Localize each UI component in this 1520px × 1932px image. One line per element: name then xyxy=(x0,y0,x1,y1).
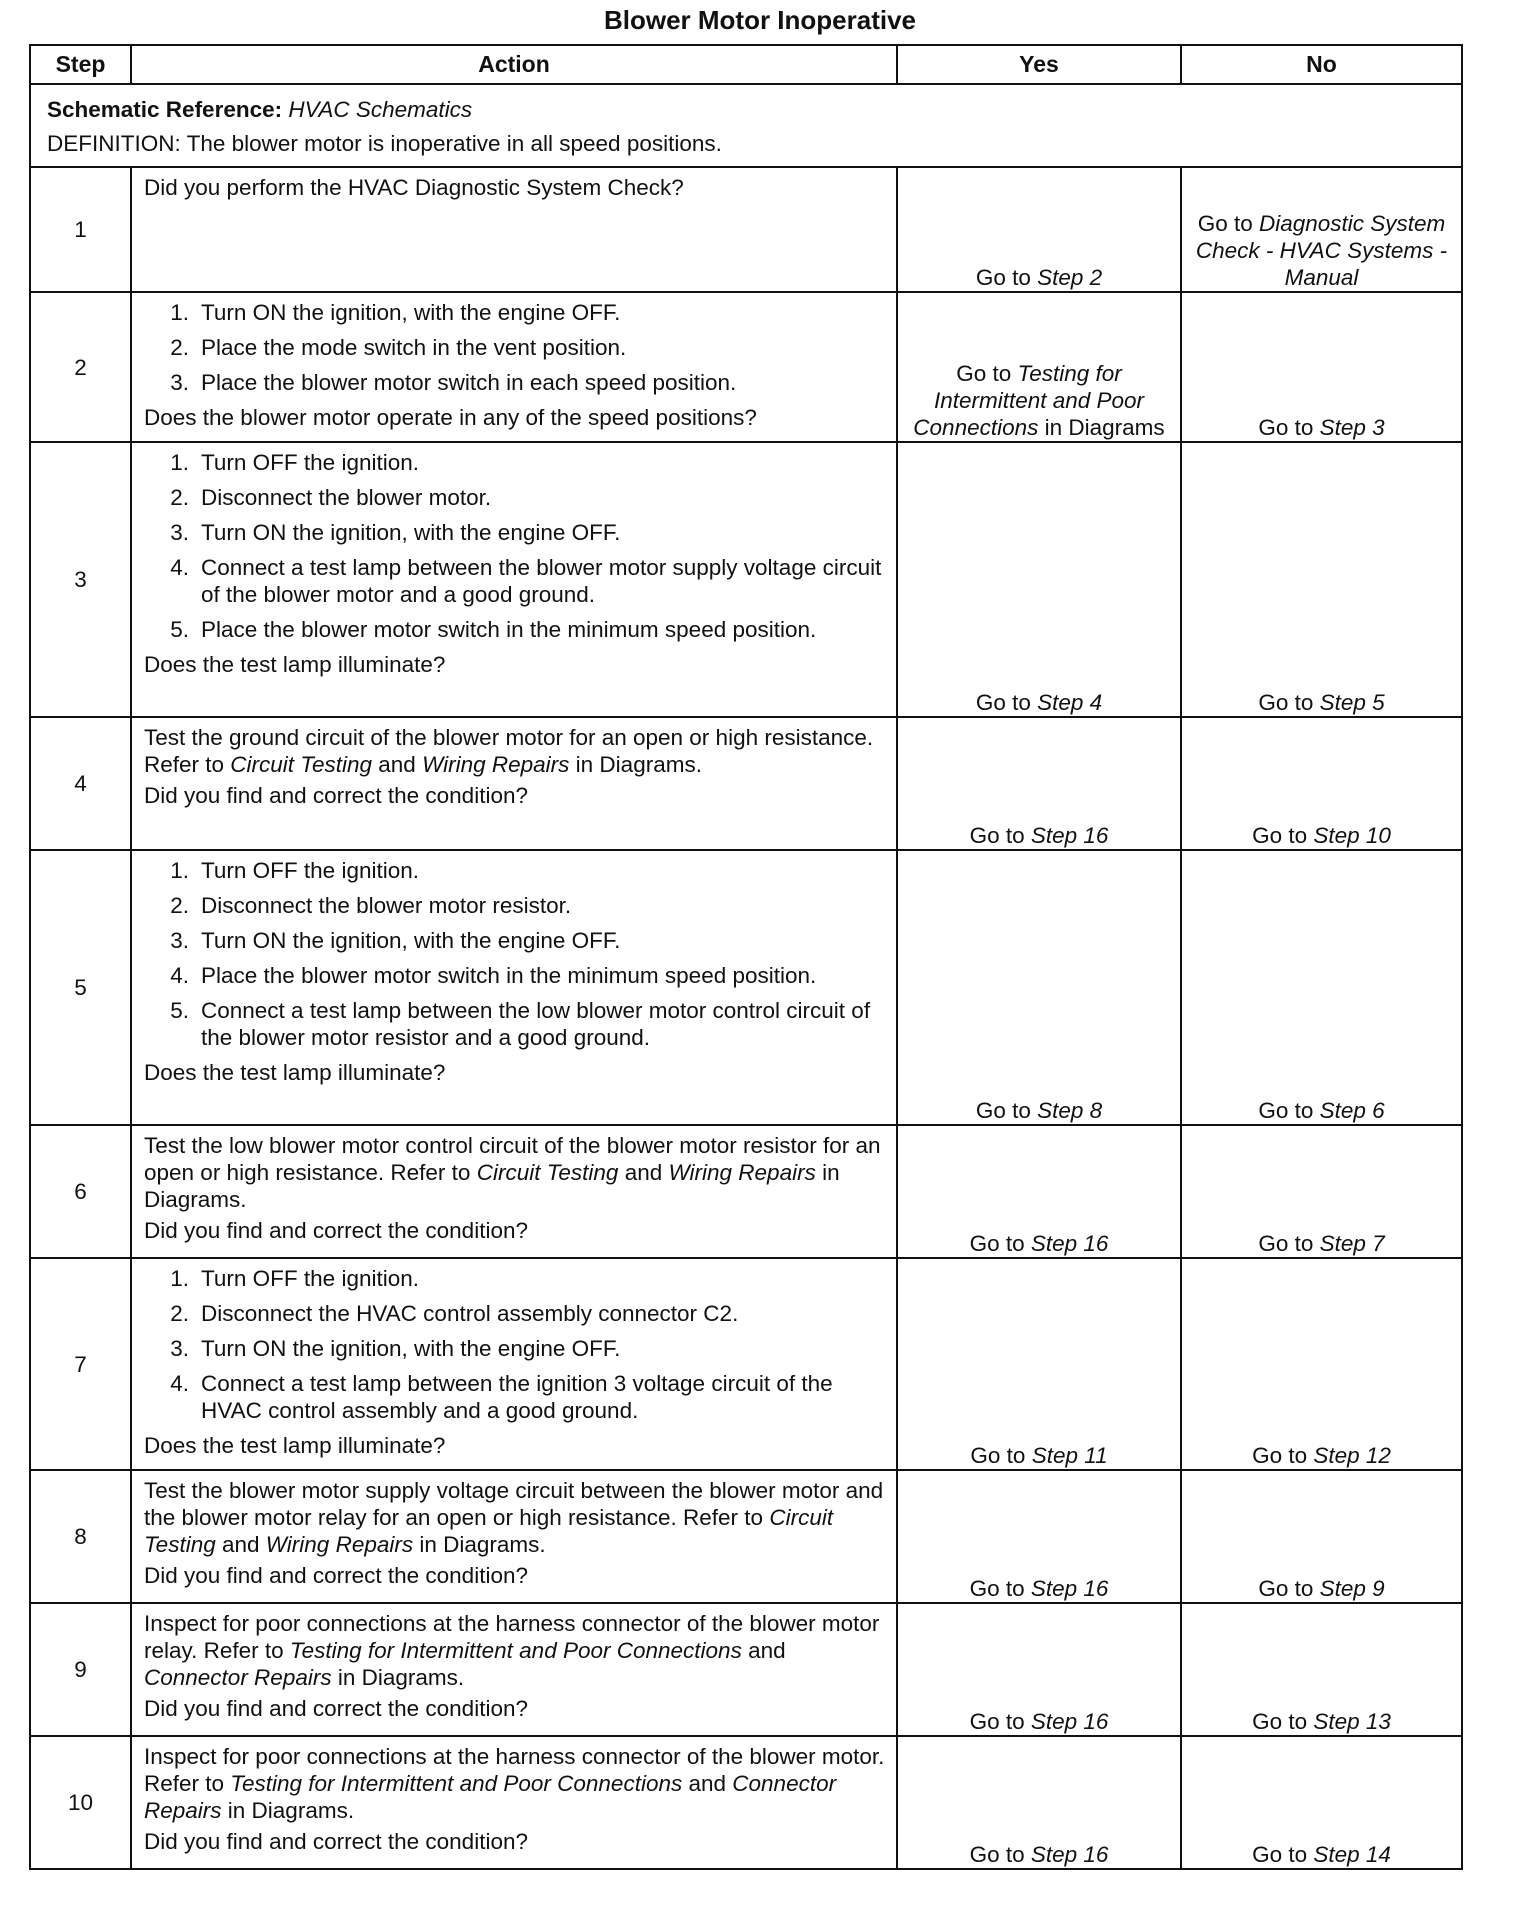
list-item: 2. Disconnect the blower motor. xyxy=(170,485,492,510)
no-cell xyxy=(1181,167,1462,292)
table-row xyxy=(30,1258,1462,1470)
header-action: Action xyxy=(131,45,897,84)
yes-cell xyxy=(897,1125,1181,1258)
action-cell xyxy=(131,1125,897,1258)
no-prefix: Go to xyxy=(1252,823,1314,848)
list-item: 1. Turn OFF the ignition. xyxy=(170,858,420,883)
question-text: Did you perform the HVAC Diagnostic System Check? xyxy=(144,175,684,200)
action-cell xyxy=(131,442,897,717)
question-text: Does the test lamp illuminate? xyxy=(144,1060,446,1085)
yes-cell xyxy=(897,717,1181,850)
yes-link[interactable]: Testing for Intermittent and Poor Connections xyxy=(913,361,1145,440)
circuit-testing-link[interactable]: Circuit Testing xyxy=(144,1505,834,1557)
instruction-list xyxy=(144,299,886,396)
question-text: Did you find and correct the condition? xyxy=(144,1829,528,1854)
step-number: 4 xyxy=(30,717,131,850)
step-number: 7 xyxy=(30,1258,131,1470)
list-item: 3. Turn ON the ignition, with the engine OFF. xyxy=(170,1336,621,1361)
no-cell xyxy=(1181,1603,1462,1736)
no-cell xyxy=(1181,850,1462,1125)
header-yes: Yes xyxy=(897,45,1181,84)
no-link[interactable]: Diagnostic System Check - HVAC Systems - Manual xyxy=(1195,211,1448,290)
step-number: 2 xyxy=(30,292,131,442)
list-item: 3. Place the blower motor switch in each speed position. xyxy=(170,370,737,395)
yes-link[interactable]: Step 8 xyxy=(1037,1098,1103,1123)
list-item: 5. Place the blower motor switch in the minimum speed position. xyxy=(170,617,817,642)
no-prefix: Go to xyxy=(1258,1231,1320,1256)
no-link[interactable]: Step 9 xyxy=(1319,1576,1385,1601)
no-link[interactable]: Step 6 xyxy=(1319,1098,1385,1123)
list-item: 4. Connect a test lamp between the blower motor supply voltage circuit of the blower motor and a good ground. xyxy=(170,555,882,607)
list-item: 1. Turn ON the ignition, with the engine OFF. xyxy=(170,300,621,325)
schematic-reference-label: Schematic Reference: xyxy=(47,97,283,122)
schematic-row xyxy=(30,84,1462,167)
table-row xyxy=(30,1603,1462,1736)
list-item: 3. Turn ON the ignition, with the engine OFF. xyxy=(170,520,621,545)
step-number: 10 xyxy=(30,1736,131,1869)
instruction-text: Test the blower motor supply voltage circuit between the blower motor and the blower motor relay for an open or high resistance. Refer to Circuit Testing and Wiring Repairs in Diagrams. xyxy=(144,1478,884,1557)
action-cell xyxy=(131,850,897,1125)
question-text: Did you find and correct the condition? xyxy=(144,1218,528,1243)
list-item: 2. Disconnect the blower motor resistor. xyxy=(170,893,572,918)
wiring-repairs-link[interactable]: Wiring Repairs xyxy=(668,1160,816,1185)
wiring-repairs-link[interactable]: Wiring Repairs xyxy=(422,752,570,777)
yes-cell xyxy=(897,442,1181,717)
action-cell xyxy=(131,167,897,292)
no-link[interactable]: Step 5 xyxy=(1319,690,1385,715)
yes-link[interactable]: Step 16 xyxy=(1030,823,1109,848)
question-text: Did you find and correct the condition? xyxy=(144,783,528,808)
action-cell xyxy=(131,1258,897,1470)
table-row xyxy=(30,1470,1462,1603)
action-cell xyxy=(131,1603,897,1736)
no-link[interactable]: Step 13 xyxy=(1313,1709,1391,1734)
no-cell xyxy=(1181,717,1462,850)
header-no: No xyxy=(1181,45,1462,84)
intermittent-connections-link[interactable]: Testing for Intermittent and Poor Connections xyxy=(230,1771,683,1796)
no-cell xyxy=(1181,292,1462,442)
header-step: Step xyxy=(30,45,131,84)
list-item: 5. Connect a test lamp between the low blower motor control circuit of the blower motor resistor and a good ground. xyxy=(170,998,871,1050)
no-link[interactable]: Step 10 xyxy=(1313,823,1391,848)
diagnostic-table xyxy=(29,44,1463,1870)
yes-suffix: in Diagrams xyxy=(1038,415,1165,440)
yes-link[interactable]: Step 2 xyxy=(1037,265,1103,290)
instruction-list xyxy=(144,1265,886,1424)
table-row xyxy=(30,717,1462,850)
step-number: 3 xyxy=(30,442,131,717)
yes-cell xyxy=(897,167,1181,292)
action-cell xyxy=(131,717,897,850)
no-link[interactable]: Step 3 xyxy=(1319,415,1385,440)
no-cell xyxy=(1181,1470,1462,1603)
yes-prefix: Go to xyxy=(969,1231,1031,1256)
no-prefix: Go to xyxy=(1258,1098,1320,1123)
instruction-list xyxy=(144,449,886,643)
no-prefix: Go to xyxy=(1197,211,1259,236)
list-item: 4. Connect a test lamp between the ignition 3 voltage circuit of the HVAC control assembly and a good ground. xyxy=(170,1371,833,1423)
action-cell xyxy=(131,1470,897,1603)
connector-repairs-link[interactable]: Connector Repairs xyxy=(144,1771,837,1823)
table-row xyxy=(30,292,1462,442)
instruction-text: Test the ground circuit of the blower motor for an open or high resistance. Refer to Circuit Testing and Wiring Repairs in Diagrams. xyxy=(144,725,874,777)
yes-prefix: Go to xyxy=(969,823,1031,848)
list-item: 1. Turn OFF the ignition. xyxy=(170,450,420,475)
step-number: 9 xyxy=(30,1603,131,1736)
yes-link[interactable]: Step 16 xyxy=(1030,1576,1109,1601)
yes-cell xyxy=(897,1470,1181,1603)
step-number: 6 xyxy=(30,1125,131,1258)
instruction-text: Test the low blower motor control circuit of the blower motor resistor for an open or high resistance. Refer to Circuit Testing and Wiring Repairs in Diagrams. xyxy=(144,1133,881,1212)
question-text: Does the test lamp illuminate? xyxy=(144,652,446,677)
list-item: 3. Turn ON the ignition, with the engine OFF. xyxy=(170,928,621,953)
action-cell xyxy=(131,1736,897,1869)
action-cell xyxy=(131,292,897,442)
table-row xyxy=(30,1736,1462,1869)
instruction-list xyxy=(144,857,886,1051)
yes-link[interactable]: Step 11 xyxy=(1031,1443,1108,1468)
question-text: Does the test lamp illuminate? xyxy=(144,1433,446,1458)
table-row xyxy=(30,442,1462,717)
circuit-testing-link[interactable]: Circuit Testing xyxy=(230,752,373,777)
no-prefix: Go to xyxy=(1258,1576,1320,1601)
no-cell xyxy=(1181,1258,1462,1470)
instruction-text: Inspect for poor connections at the harness connector of the blower motor relay. Refer to Testing for Intermittent and Poor Connections and Connector Repairs in Diagrams. xyxy=(144,1611,880,1690)
yes-link[interactable]: Step 16 xyxy=(1030,1231,1109,1256)
question-text: Did you find and correct the condition? xyxy=(144,1563,528,1588)
step-number: 5 xyxy=(30,850,131,1125)
no-link[interactable]: Step 14 xyxy=(1313,1842,1391,1867)
step-number: 8 xyxy=(30,1470,131,1603)
schematic-reference-cell xyxy=(30,84,1462,167)
list-item: 2. Place the mode switch in the vent position. xyxy=(170,335,627,360)
no-link[interactable]: Step 12 xyxy=(1313,1443,1391,1468)
yes-prefix: Go to xyxy=(956,361,1018,386)
no-link[interactable]: Step 7 xyxy=(1319,1231,1385,1256)
instruction-text: Inspect for poor connections at the harness connector of the blower motor. Refer to Testing for Intermittent and Poor Connections and Connector Repairs in Diagrams. xyxy=(144,1744,885,1823)
question-text: Does the blower motor operate in any of the speed positions? xyxy=(144,405,757,430)
no-prefix: Go to xyxy=(1258,415,1320,440)
yes-cell xyxy=(897,1258,1181,1470)
list-item: 1. Turn OFF the ignition. xyxy=(170,1266,420,1291)
table-row xyxy=(30,850,1462,1125)
yes-cell xyxy=(897,1603,1181,1736)
no-cell xyxy=(1181,1736,1462,1869)
definition-text: DEFINITION: The blower motor is inoperative in all speed positions. xyxy=(47,131,722,156)
header-row xyxy=(30,45,1462,84)
question-text: Did you find and correct the condition? xyxy=(144,1696,528,1721)
yes-prefix: Go to xyxy=(975,690,1038,715)
connector-repairs-link[interactable]: Connector Repairs xyxy=(144,1665,332,1690)
yes-link[interactable]: Step 4 xyxy=(1037,690,1103,715)
step-number: 1 xyxy=(30,167,131,292)
yes-prefix: Go to xyxy=(969,1576,1031,1601)
no-cell xyxy=(1181,442,1462,717)
table-row xyxy=(30,167,1462,292)
yes-cell xyxy=(897,850,1181,1125)
no-prefix: Go to xyxy=(1258,690,1320,715)
no-prefix: Go to xyxy=(1252,1443,1314,1468)
list-item: 4. Place the blower motor switch in the minimum speed position. xyxy=(170,963,817,988)
yes-prefix: Go to xyxy=(975,265,1038,290)
wiring-repairs-link[interactable]: Wiring Repairs xyxy=(265,1532,414,1557)
yes-prefix: Go to xyxy=(969,1709,1031,1734)
page-title: Blower Motor Inoperative xyxy=(603,5,917,35)
yes-cell xyxy=(897,292,1181,442)
no-cell xyxy=(1181,1125,1462,1258)
list-item: 2. Disconnect the HVAC control assembly connector C2. xyxy=(170,1301,739,1326)
yes-prefix: Go to xyxy=(969,1842,1031,1867)
table-row xyxy=(30,1125,1462,1258)
schematic-reference-link[interactable]: HVAC Schematics xyxy=(288,97,473,122)
no-prefix: Go to xyxy=(1252,1842,1314,1867)
yes-prefix: Go to xyxy=(975,1098,1038,1123)
intermittent-connections-link[interactable]: Testing for Intermittent and Poor Connections xyxy=(289,1638,742,1663)
yes-cell xyxy=(897,1736,1181,1869)
no-prefix: Go to xyxy=(1252,1709,1314,1734)
yes-link[interactable]: Step 16 xyxy=(1030,1842,1109,1867)
yes-link[interactable]: Step 16 xyxy=(1030,1709,1109,1734)
yes-prefix: Go to xyxy=(970,1443,1032,1468)
circuit-testing-link[interactable]: Circuit Testing xyxy=(476,1160,619,1185)
